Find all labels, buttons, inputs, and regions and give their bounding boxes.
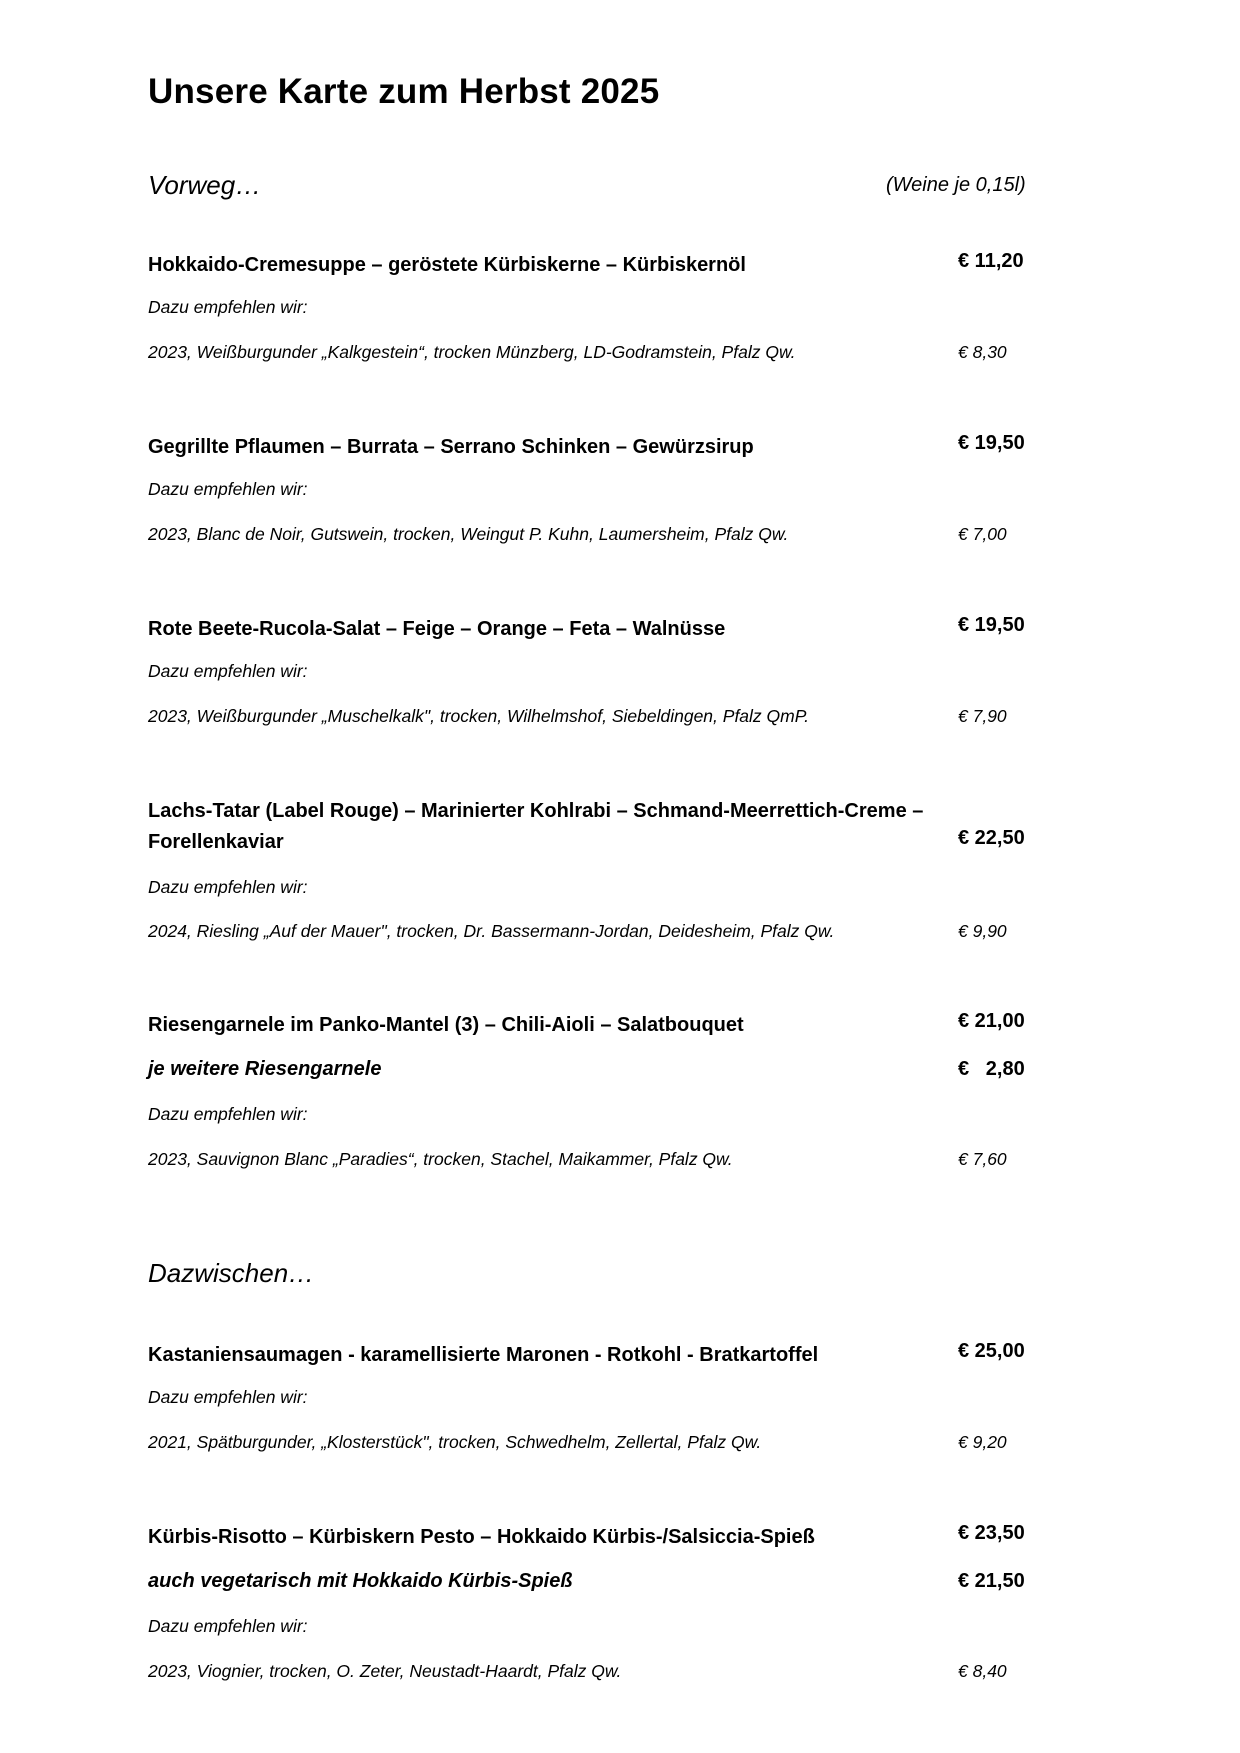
wine-price: € 9,20 <box>958 1432 1007 1452</box>
page-title: Unsere Karte zum Herbst 2025 <box>148 72 660 111</box>
dish-name: Kastaniensaumagen - karamellisierte Maronen - Rotkohl - Bratkartoffel <box>148 1344 819 1366</box>
recommendation-label: Dazu empfehlen wir: <box>148 877 308 897</box>
dish-price: € 22,50 <box>958 827 1025 849</box>
recommendation-label: Dazu empfehlen wir: <box>148 661 308 681</box>
recommendation-label: Dazu empfehlen wir: <box>148 479 308 499</box>
wine-serving-note: (Weine je 0,15l) <box>886 174 1026 196</box>
dish-extra-price: € 2,80 <box>958 1058 1025 1080</box>
dish-name: Lachs-Tatar (Label Rouge) – Marinierter Kohlrabi – Schmand-Meerrettich-Creme – Forellenkaviar <box>148 800 924 853</box>
dish-name: Rote Beete-Rucola-Salat – Feige – Orange – Feta – Walnüsse <box>148 618 726 640</box>
dish-price: € 23,50 <box>958 1522 1025 1544</box>
wine-description: 2021, Spätburgunder, „Klosterstück", trocken, Schwedhelm, Zellertal, Pfalz Qw. <box>148 1432 762 1452</box>
wine-description: 2024, Riesling „Auf der Mauer", trocken, Dr. Bassermann-Jordan, Deidesheim, Pfalz Qw. <box>148 921 835 941</box>
recommendation-label: Dazu empfehlen wir: <box>148 297 308 317</box>
section-title-dazwischen: Dazwischen… <box>148 1258 315 1288</box>
wine-price: € 7,60 <box>958 1149 1007 1169</box>
dish-name: Riesengarnele im Panko-Mantel (3) – Chili-Aioli – Salatbouquet <box>148 1014 744 1036</box>
wine-price: € 9,90 <box>958 921 1007 941</box>
dish-extra-option: auch vegetarisch mit Hokkaido Kürbis-Spieß <box>148 1570 573 1592</box>
wine-description: 2023, Blanc de Noir, Gutswein, trocken, Weingut P. Kuhn, Laumersheim, Pfalz Qw. <box>148 524 789 544</box>
dish-price: € 19,50 <box>958 614 1025 636</box>
wine-description: 2023, Weißburgunder „Kalkgestein“, trocken Münzberg, LD-Godramstein, Pfalz Qw. <box>148 342 796 362</box>
dish-price: € 25,00 <box>958 1340 1025 1362</box>
section-title-vorweg: Vorweg… <box>148 170 262 200</box>
dish-name: Hokkaido-Cremesuppe – geröstete Kürbiskerne – Kürbiskernöl <box>148 254 746 276</box>
wine-price: € 8,40 <box>958 1661 1007 1681</box>
recommendation-label: Dazu empfehlen wir: <box>148 1387 308 1407</box>
wine-price: € 7,90 <box>958 706 1007 726</box>
dish-price: € 19,50 <box>958 432 1025 454</box>
dish-price: € 11,20 <box>958 250 1024 272</box>
wine-description: 2023, Viognier, trocken, O. Zeter, Neustadt-Haardt, Pfalz Qw. <box>148 1661 622 1681</box>
dish-extra-price: € 21,50 <box>958 1570 1025 1592</box>
wine-price: € 7,00 <box>958 524 1007 544</box>
dish-extra-option: je weitere Riesengarnele <box>148 1058 382 1080</box>
wine-description: 2023, Weißburgunder „Muschelkalk", trocken, Wilhelmshof, Siebeldingen, Pfalz QmP. <box>148 706 810 726</box>
recommendation-label: Dazu empfehlen wir: <box>148 1616 308 1636</box>
wine-price: € 8,30 <box>958 342 1007 362</box>
wine-description: 2023, Sauvignon Blanc „Paradies“, trocken, Stachel, Maikammer, Pfalz Qw. <box>148 1149 733 1169</box>
dish-price: € 21,00 <box>958 1010 1025 1032</box>
recommendation-label: Dazu empfehlen wir: <box>148 1104 308 1124</box>
dish-name: Gegrillte Pflaumen – Burrata – Serrano Schinken – Gewürzsirup <box>148 436 754 458</box>
dish-name: Kürbis-Risotto – Kürbiskern Pesto – Hokkaido Kürbis-/Salsiccia-Spieß <box>148 1526 815 1548</box>
